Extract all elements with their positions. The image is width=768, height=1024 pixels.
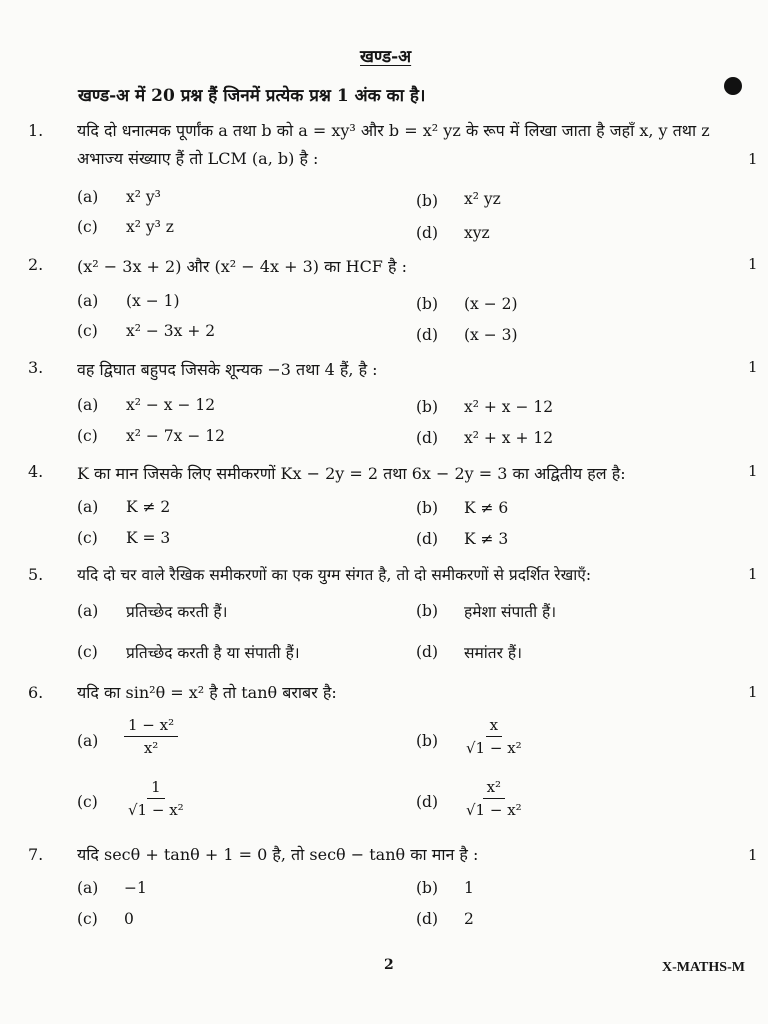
option-text: K = 3: [126, 529, 171, 547]
option-text: x² − 7x − 12: [126, 427, 225, 445]
fraction-numerator: 1: [147, 778, 165, 799]
option-label: (a): [77, 498, 99, 516]
option-text: (x − 3): [464, 326, 518, 344]
section-instructions: खण्ड-अ में 20 प्रश्न हैं जिनमें प्रत्येक प्रश्न 1 अंक का है।: [78, 86, 426, 106]
option-label: (a): [77, 879, 99, 897]
option-text: 1: [464, 879, 474, 897]
option-label: (d): [416, 224, 439, 242]
question-text: K का मान जिसके लिए समीकरणों Kx − 2y = 2 तथा 6x − 2y = 3 का अद्वितीय हल है:: [77, 464, 626, 483]
option-text: x² y³: [126, 188, 161, 206]
question-number: 3.: [28, 358, 44, 377]
option-text: x² + x − 12: [464, 398, 554, 416]
question-number: 5.: [28, 565, 44, 584]
option-text: K ≠ 3: [464, 530, 509, 548]
option-text: प्रतिच्छेद करती है या संपाती हैं।: [126, 644, 300, 662]
question-mark: 1: [748, 846, 758, 864]
option-label: (b): [416, 602, 439, 620]
question-mark: 1: [748, 150, 758, 168]
section-title: खण्ड-अ: [360, 47, 412, 67]
option-label: (a): [77, 602, 99, 620]
question-mark: 1: [748, 462, 758, 480]
fraction-denominator: √1 − x²: [466, 801, 522, 819]
question-number: 4.: [28, 462, 44, 481]
option-label: (a): [77, 396, 99, 414]
question-number: 1.: [28, 121, 44, 140]
option-label: (d): [416, 326, 439, 344]
question-mark: 1: [748, 358, 758, 376]
option-text: x² − x − 12: [126, 396, 216, 414]
option-label: (d): [416, 530, 439, 548]
question-text: यदि का sin²θ = x² है तो tanθ बराबर है:: [77, 683, 337, 702]
option-label: (d): [416, 793, 439, 811]
option-text: x² + x + 12: [464, 429, 554, 447]
question-text: यदि secθ + tanθ + 1 = 0 है, तो secθ − tanθ का मान है :: [77, 845, 479, 864]
option-label: (d): [416, 643, 439, 661]
option-text: x² y³ z: [126, 218, 174, 236]
option-text: (x − 1): [126, 292, 180, 310]
option-label: (c): [77, 643, 98, 661]
question-mark: 1: [748, 255, 758, 273]
paper-code: X-MATHS-M: [662, 960, 745, 975]
option-label: (a): [77, 732, 99, 750]
question-mark: 1: [748, 683, 758, 701]
option-label: (a): [77, 188, 99, 206]
question-text: (x² − 3x + 2) और (x² − 4x + 3) का HCF है :: [77, 257, 407, 276]
option-text: 2: [464, 910, 474, 928]
question-text: यदि दो धनात्मक पूर्णांक a तथा b को a = xy³ और b = x² yz के रूप में लिखा जाता है जहाँ x, y तथा z अभाज्य संख्याए हैं तो LCM (a, b) है :: [77, 121, 710, 168]
option-text: x² yz: [464, 190, 501, 208]
fraction-denominator: √1 − x²: [466, 739, 522, 757]
option-text: प्रतिच्छेद करती हैं।: [126, 603, 228, 621]
option-text: 0: [124, 910, 134, 928]
question-mark: 1: [748, 565, 758, 583]
option-fraction: [462, 778, 526, 819]
fraction-numerator: x²: [483, 778, 505, 799]
question-number: 6.: [28, 683, 44, 702]
option-label: (c): [77, 910, 98, 928]
option-label: (c): [77, 218, 98, 236]
option-label: (b): [416, 732, 439, 750]
fraction-denominator: x²: [143, 739, 159, 757]
option-text: (x − 2): [464, 295, 518, 313]
punch-hole-mark: [724, 77, 742, 95]
fraction-numerator: 1 − x²: [124, 716, 178, 737]
question-text: वह द्विघात बहुपद जिसके शून्यक −3 तथा 4 हैं, है :: [77, 360, 378, 379]
fraction-denominator: √1 − x²: [128, 801, 184, 819]
option-text: K ≠ 2: [126, 498, 171, 516]
option-text: x² − 3x + 2: [126, 322, 216, 340]
question-number: 2.: [28, 255, 44, 274]
option-text: समांतर हैं।: [464, 644, 522, 662]
option-label: (c): [77, 322, 98, 340]
fraction-numerator: x: [486, 716, 502, 737]
option-label: (c): [77, 529, 98, 547]
option-text: xyz: [464, 224, 490, 242]
question-text: यदि दो चर वाले रैखिक समीकरणों का एक युग्म संगत है, तो दो समीकरणों से प्रदर्शित रेखाएँ:: [77, 566, 592, 584]
question-number: 7.: [28, 845, 44, 864]
page-number: 2: [384, 957, 394, 973]
option-label: (a): [77, 292, 99, 310]
option-label: (d): [416, 910, 439, 928]
option-text: K ≠ 6: [464, 499, 509, 517]
option-fraction: [124, 716, 178, 757]
option-text: हमेशा संपाती हैं।: [464, 603, 557, 621]
option-fraction: [124, 778, 188, 819]
option-label: (b): [416, 879, 439, 897]
option-label: (c): [77, 427, 98, 445]
option-label: (c): [77, 793, 98, 811]
option-label: (b): [416, 295, 439, 313]
option-text: −1: [124, 879, 147, 897]
option-label: (d): [416, 429, 439, 447]
option-label: (b): [416, 398, 439, 416]
option-label: (b): [416, 192, 439, 210]
option-label: (b): [416, 499, 439, 517]
option-fraction: [462, 716, 526, 757]
